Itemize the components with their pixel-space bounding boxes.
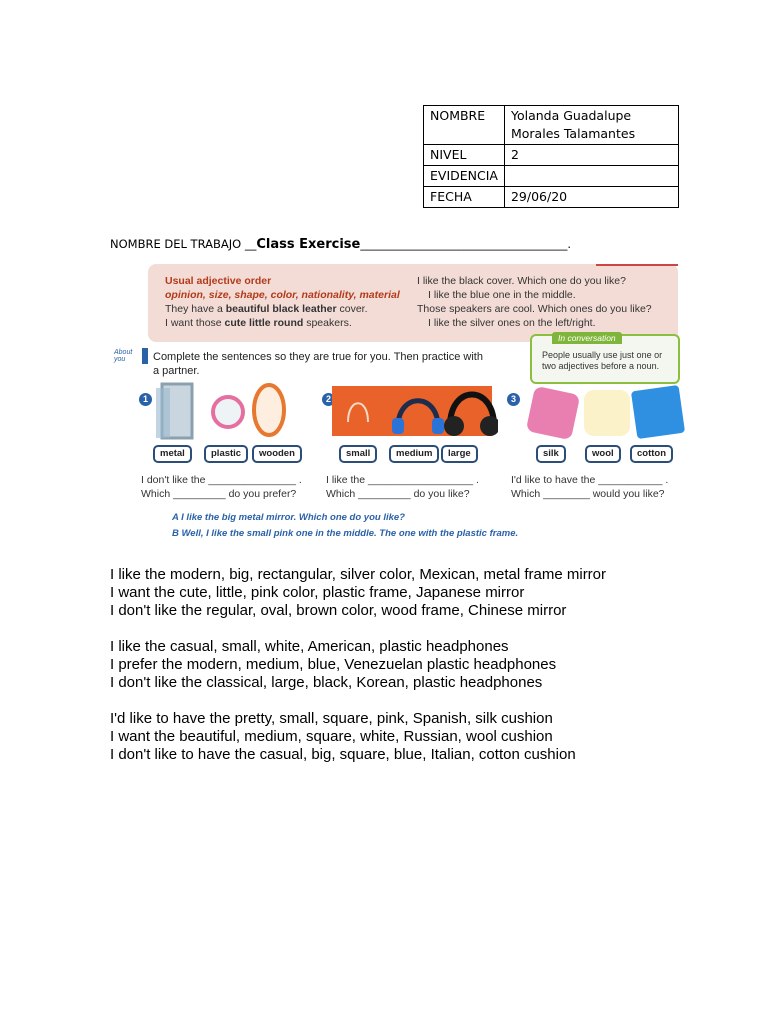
ex2-pre: I want those: [165, 317, 225, 329]
grammar-right-1: I like the black cover. Which one do you like?: [417, 275, 626, 287]
medium-left-cup: [392, 418, 404, 434]
ex1-post: cover.: [336, 303, 368, 315]
label-metal: metal: [153, 445, 192, 463]
info-key: EVIDENCIA: [424, 166, 505, 187]
work-underline: ____________________________________.: [360, 237, 571, 251]
label-wool: wool: [585, 445, 621, 463]
answer-line: I don't like the classical, large, black, Korean, plastic headphones: [110, 674, 543, 691]
pink-plastic-mirror: [213, 397, 243, 427]
grammar-heading: Usual adjective order: [165, 275, 272, 287]
info-row-nombre: [424, 106, 679, 145]
answers: [110, 566, 606, 764]
about-you-tag: About you: [114, 349, 133, 363]
sentence-1b: Which _________ do you prefer?: [141, 488, 297, 500]
dialog-a: A I like the big metal mirror. Which one do you like?: [172, 512, 405, 523]
info-key: FECHA: [424, 187, 505, 208]
silk-cushion: [526, 386, 581, 441]
label-cotton: cotton: [630, 445, 673, 463]
label-small: small: [339, 445, 377, 463]
info-row-fecha: [424, 187, 679, 208]
ex2-bold: cute little round: [224, 317, 304, 329]
answer-line: I like the modern, big, rectangular, silver color, Mexican, metal frame mirror: [110, 566, 607, 583]
sentence-1a: I don't like the _______________ .: [141, 474, 302, 486]
cotton-cushion: [631, 385, 685, 439]
group-number-2: 2: [322, 393, 335, 406]
dialog-b: B Well, I like the small pink one in the middle. The one with the plastic frame.: [172, 528, 519, 539]
grammar-example-2: [165, 317, 352, 330]
sentence-2b: Which _________ do you like?: [326, 488, 470, 500]
info-key: NOMBRE: [424, 106, 505, 145]
grammar-example-1: [165, 303, 368, 316]
info-table: [423, 105, 679, 208]
answer-line: I prefer the modern, medium, blue, Venezuelan plastic headphones: [110, 656, 557, 673]
instruction: [153, 350, 483, 378]
answer-spacer: [110, 620, 606, 638]
instruction-line-2: a partner.: [153, 365, 200, 377]
medium-right-cup: [432, 418, 444, 434]
work-title: [110, 237, 571, 252]
answer-spacer: [110, 692, 606, 710]
textbook-figure: [110, 262, 700, 547]
grammar-order: opinion, size, shape, color, nationality, material: [165, 289, 400, 301]
mirrors-image: [156, 382, 296, 442]
answer-line: I'd like to have the pretty, small, square, pink, Spanish, silk cushion: [110, 710, 553, 727]
info-row-nivel: [424, 145, 679, 166]
sentence-3b: Which ________ would you like?: [511, 488, 665, 500]
answer-line: I want the beautiful, medium, square, white, Russian, wool cushion: [110, 728, 553, 745]
answer-line: I like the casual, small, white, American, plastic headphones: [110, 638, 509, 655]
cushions-image: [520, 382, 690, 444]
large-left-cup: [444, 416, 464, 436]
sentence-3a: I'd like to have the ___________ .: [511, 474, 669, 486]
grammar-right-3: Those speakers are cool. Which ones do you like?: [417, 303, 652, 315]
wooden-mirror: [254, 385, 284, 435]
info-value: 2: [504, 145, 678, 166]
work-label: NOMBRE DEL TRABAJO __: [110, 237, 257, 251]
ex1-bold: beautiful black leather: [225, 303, 337, 315]
answer-line: I don't like the regular, oval, brown color, wood frame, Chinese mirror: [110, 602, 567, 619]
group-number-3: 3: [507, 393, 520, 406]
info-row-evidencia: [424, 166, 679, 187]
label-medium: medium: [389, 445, 439, 463]
work-name: Class Exercise: [256, 237, 361, 252]
info-value: Yolanda Guadalupe Morales Talamantes: [504, 106, 678, 145]
sentence-2a: I like the __________________ .: [326, 474, 479, 486]
ex2-post: speakers.: [303, 317, 352, 329]
conversation-text: People usually use just one or two adjectives before a noun.: [542, 350, 663, 371]
label-wooden: wooden: [252, 445, 302, 463]
headphones-image: [328, 382, 498, 444]
answer-line: I want the cute, little, pink color, plastic frame, Japanese mirror: [110, 584, 525, 601]
ex1-pre: They have a: [165, 303, 226, 315]
instruction-line-1: Complete the sentences so they are true for you. Then practice with: [153, 351, 483, 363]
answer-line: I don't like to have the casual, big, square, blue, Italian, cotton cushion: [110, 746, 576, 763]
grammar-right-2: I like the blue one in the middle.: [428, 289, 576, 301]
info-value: 29/06/20: [504, 187, 678, 208]
label-plastic: plastic: [204, 445, 248, 463]
label-silk: silk: [536, 445, 566, 463]
label-large: large: [441, 445, 478, 463]
info-key: NIVEL: [424, 145, 505, 166]
info-value: [504, 166, 678, 187]
group-number-1: 1: [139, 393, 152, 406]
conversation-tab: In conversation: [552, 332, 622, 344]
wool-cushion: [584, 390, 630, 436]
about-you-bar: [142, 348, 148, 364]
grammar-box-accent: [596, 264, 678, 266]
grammar-right-4: I like the silver ones on the left/right.: [428, 317, 596, 329]
mirror-shadow: [156, 388, 170, 438]
